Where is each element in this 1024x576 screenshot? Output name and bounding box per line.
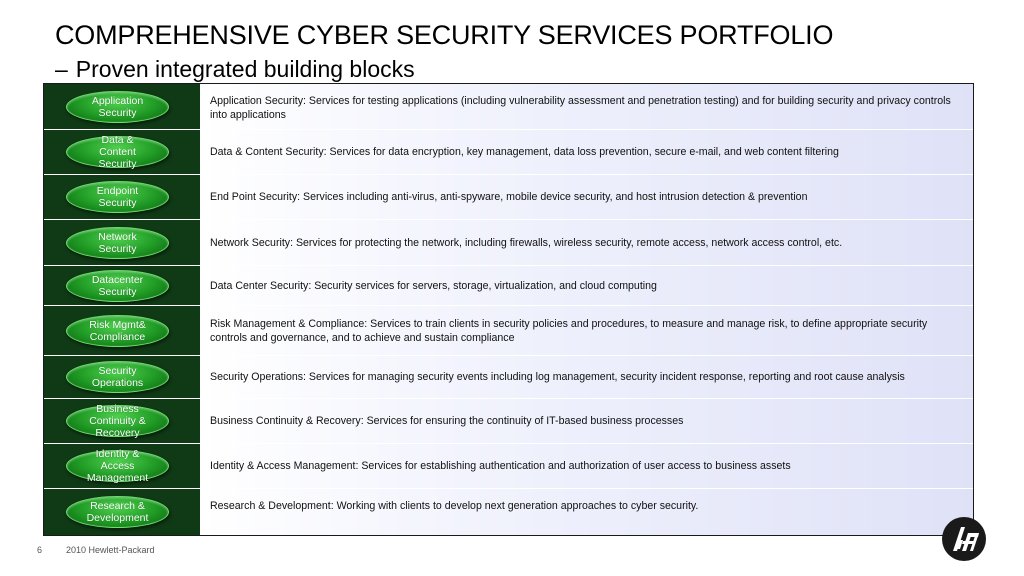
- service-label-cell: [44, 444, 200, 488]
- service-description-cell: [200, 306, 973, 355]
- hp-logo-icon: [941, 516, 987, 562]
- service-description: Research & Development: Working with clients to develop next generation approaches to cyber security.: [210, 500, 699, 512]
- service-description: Network Security: Services for protecting the network, including firewalls, wireless security, remote access, network access control, etc.: [210, 236, 843, 249]
- service-description: Business Continuity & Recovery: Services for ensuring the continuity of IT-based business processes: [210, 415, 684, 427]
- service-label-cell: [44, 489, 200, 535]
- table-row: [44, 399, 973, 444]
- service-label-cell: [44, 266, 200, 305]
- service-description-cell: [200, 444, 973, 488]
- service-pill-label: Application Security: [91, 94, 144, 119]
- service-pill: [66, 136, 169, 168]
- page-title: COMPREHENSIVE CYBER SECURITY SERVICES PORTFOLIO: [55, 20, 834, 50]
- table-row: [44, 175, 973, 220]
- service-description-cell: [200, 130, 973, 174]
- table-row: [44, 489, 973, 535]
- service-pill-label: Security Operations: [91, 365, 144, 389]
- service-label-cell: [44, 306, 200, 355]
- page-number: 6: [37, 545, 43, 555]
- page-subtitle: [55, 56, 415, 83]
- table-row: [44, 356, 973, 399]
- service-description: Application Security: Services for testing applications (including vulnerability assessment and penetration testing) and for building security and privacy controls into applications: [210, 95, 951, 121]
- subtitle-text: Proven integrated building blocks: [75, 56, 415, 82]
- service-description-cell: [200, 266, 973, 305]
- service-description-cell: [200, 220, 973, 265]
- services-table: [43, 83, 974, 536]
- service-description: Data Center Security: Security services for servers, storage, virtualization, and cloud computing: [210, 279, 657, 292]
- service-pill: [66, 315, 169, 347]
- service-description-cell: [200, 356, 973, 398]
- table-row: [44, 266, 973, 306]
- service-pill: [66, 361, 169, 393]
- service-description: End Point Security: Services including anti-virus, anti-spyware, mobile device security, and host intrusion detection & prevention: [210, 191, 808, 203]
- service-pill-label: Datacenter Security: [91, 273, 144, 298]
- service-description: Risk Management & Compliance: Services to train clients in security policies and procedures, to measure and manage risk, to define appropriate security controls and governance, and to achieve and sustain compliance: [210, 317, 928, 344]
- service-pill: [66, 405, 169, 437]
- service-description: Data & Content Security: Services for data encryption, key management, data loss prevention, secure e-mail, and web content filtering: [210, 146, 839, 158]
- service-description: Security Operations: Services for managing security events including log management, security incident response, reporting and root cause analysis: [210, 371, 905, 383]
- table-row: [44, 444, 973, 489]
- service-label-cell: [44, 399, 200, 443]
- service-pill: [66, 91, 169, 123]
- service-label-cell: [44, 356, 200, 398]
- service-pill-label: Research & Development: [86, 500, 149, 524]
- service-pill-label: Business Continuity & Recovery: [89, 403, 146, 439]
- subtitle-dash: –: [55, 56, 68, 82]
- copyright-text: 2010 Hewlett-Packard: [66, 545, 155, 555]
- service-label-cell: [44, 130, 200, 174]
- service-pill-label: Risk Mgmt& Compliance: [89, 318, 146, 343]
- service-pill-label: Data & Content Security: [98, 134, 137, 170]
- service-label-cell: [44, 220, 200, 265]
- service-pill: [66, 496, 169, 528]
- service-description-cell: [200, 489, 973, 535]
- service-pill: [66, 450, 169, 482]
- table-row: [44, 130, 973, 175]
- table-row: [44, 306, 973, 356]
- service-pill: [66, 181, 169, 213]
- service-description-cell: [200, 84, 973, 129]
- service-pill: [66, 270, 169, 302]
- table-row: [44, 220, 973, 266]
- service-description: Identity & Access Management: Services for establishing authentication and authorization of user access to business assets: [210, 460, 791, 472]
- service-label-cell: [44, 175, 200, 219]
- service-pill-label: Endpoint Security: [96, 185, 139, 209]
- service-pill: [66, 227, 169, 259]
- service-pill-label: Network Security: [98, 230, 137, 255]
- service-label-cell: [44, 84, 200, 129]
- service-description-cell: [200, 175, 973, 219]
- service-pill-label: Identity & Access Management: [86, 448, 149, 484]
- service-description-cell: [200, 399, 973, 443]
- table-row: [44, 84, 973, 130]
